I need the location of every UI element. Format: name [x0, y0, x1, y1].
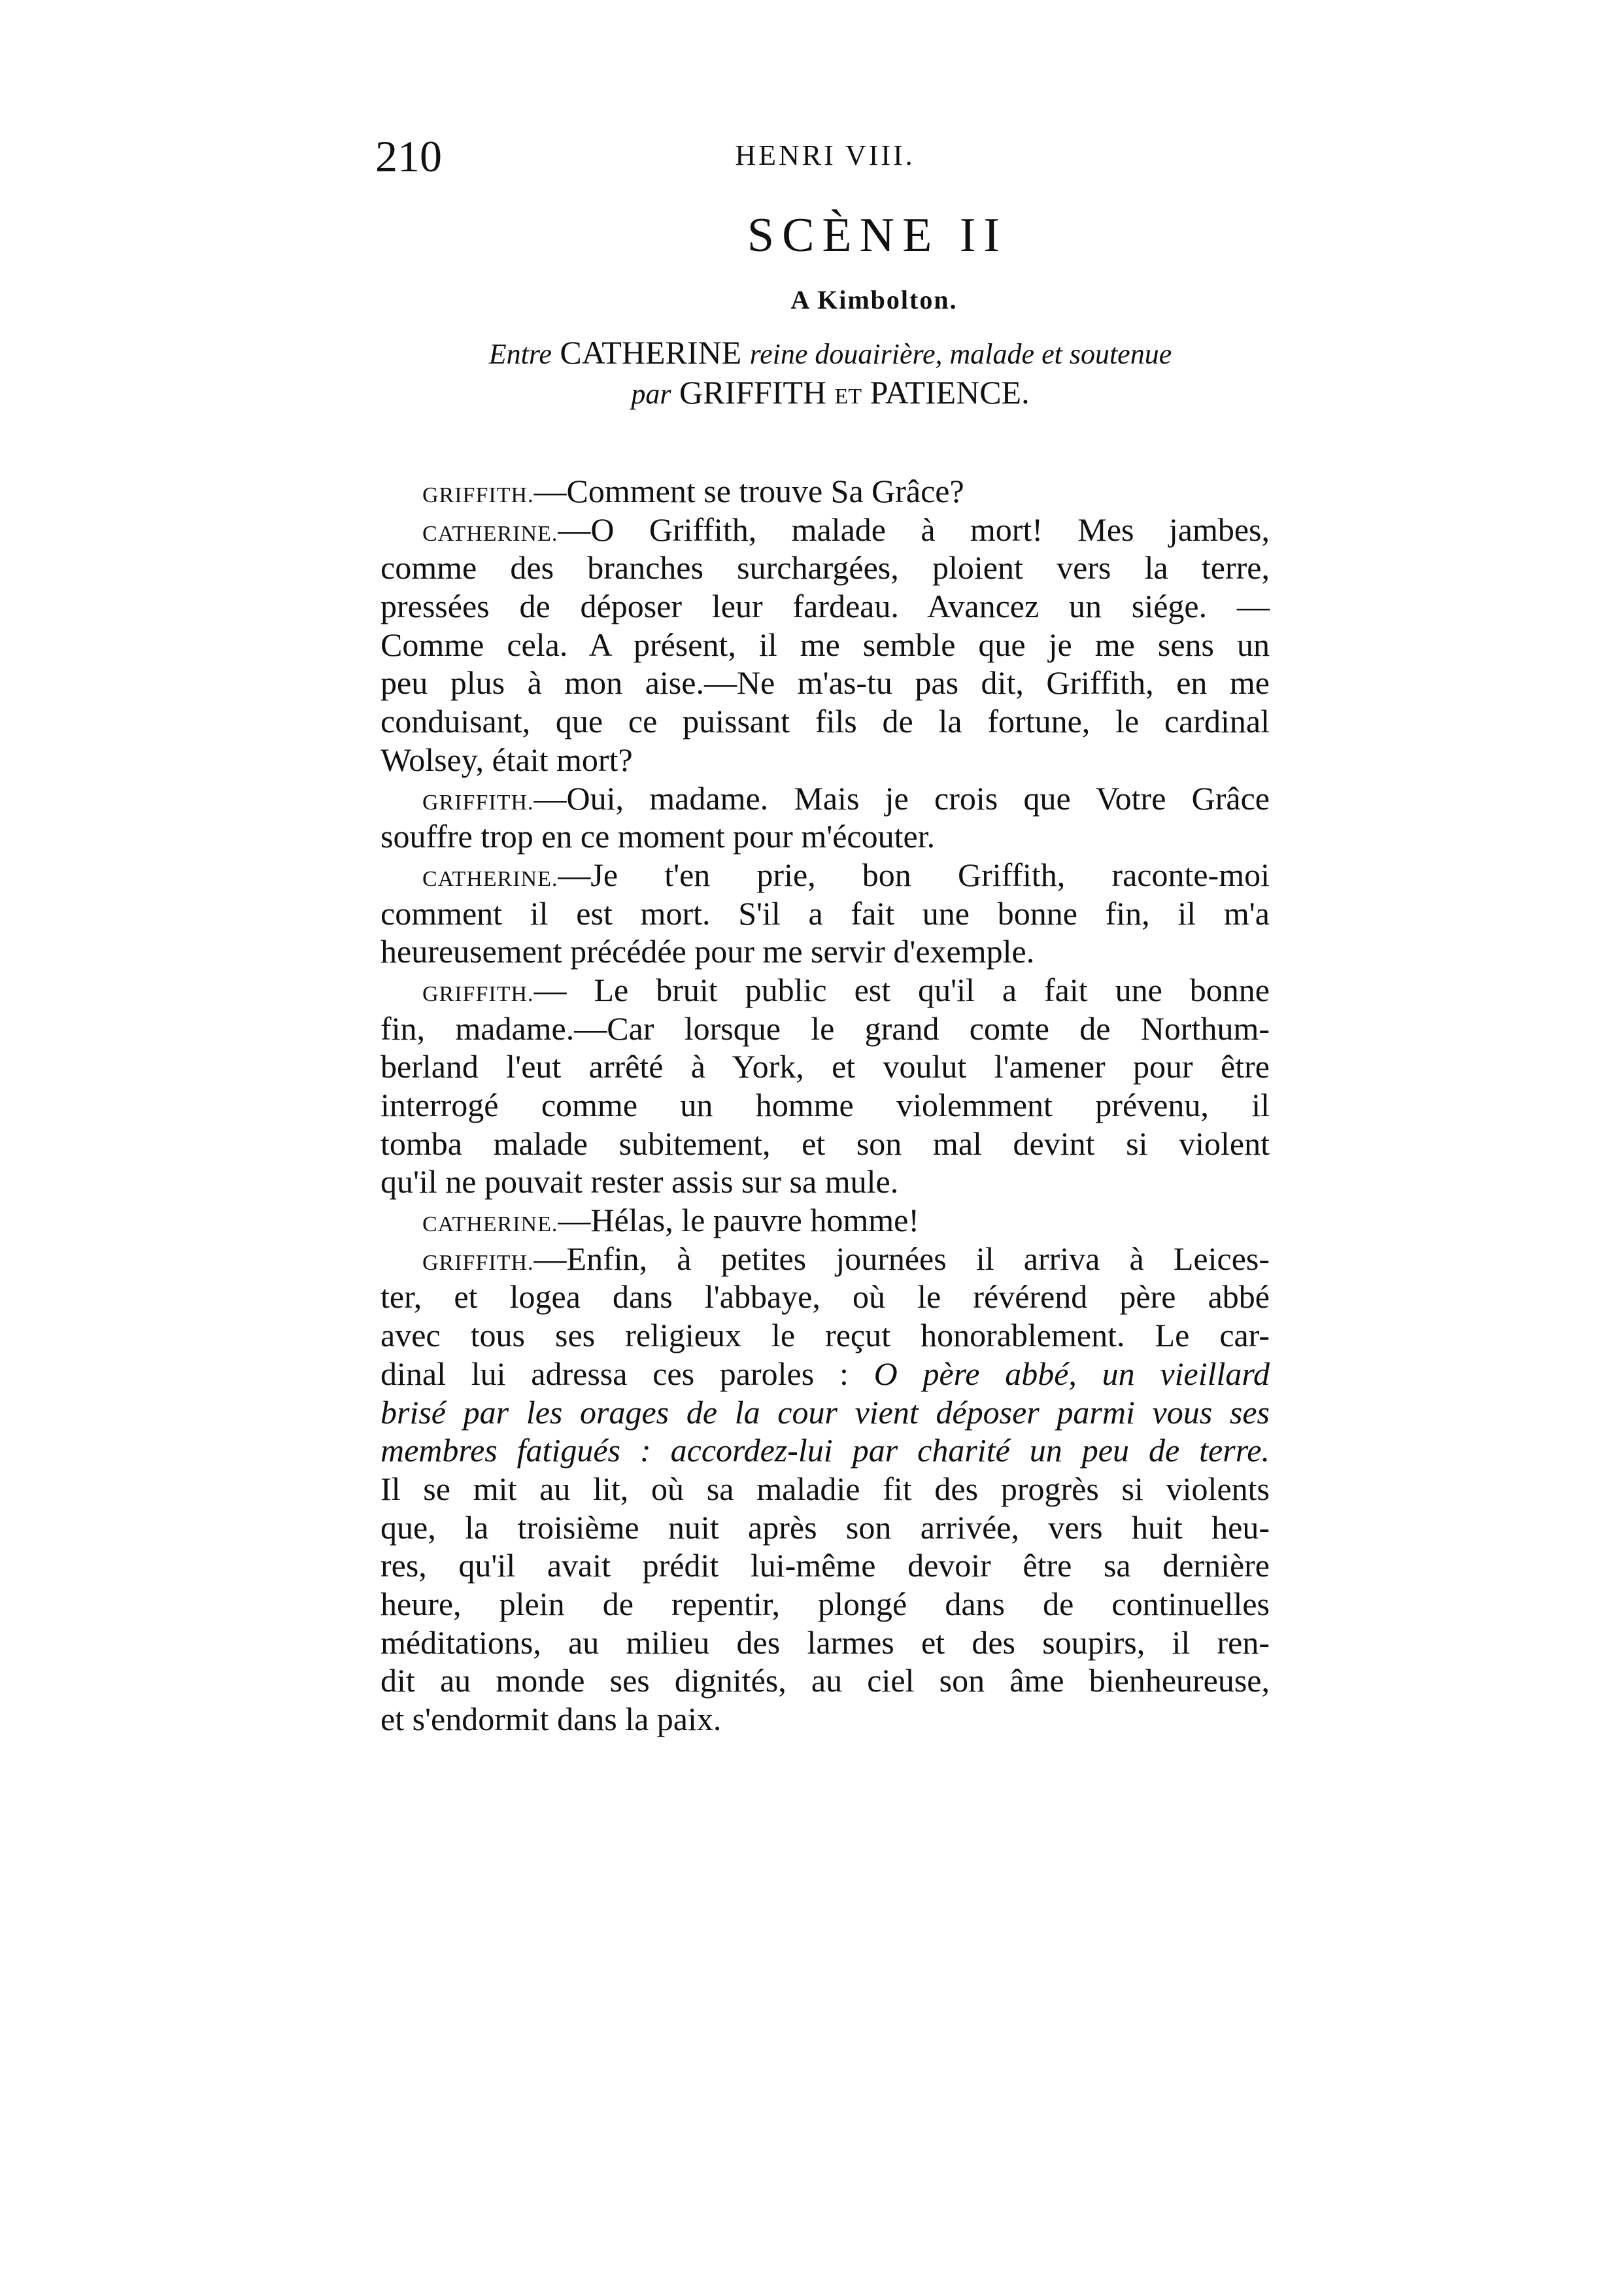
text-line [381, 1125, 1270, 1163]
stage-direction-line-2 [392, 373, 1268, 416]
line-text: res, qu'il avait prédit lui-même devoir être sa dernière [381, 1547, 1270, 1584]
scene-place: A Kimbolton. [790, 285, 958, 314]
stage-et: ET [834, 384, 862, 409]
line-text: berland l'eut arrêté à York, et voulut l'amener pour être [381, 1048, 1270, 1085]
text-line [381, 1470, 1270, 1508]
speaker-name: GRIFFITH. [422, 1250, 534, 1275]
line-text: — Le bruit public est qu'il a fait une bonne [533, 971, 1270, 1008]
text-line [381, 1316, 1270, 1355]
text-line [381, 1700, 1270, 1739]
stage-griffith: GRIFFITH [679, 374, 827, 411]
line-text: dit au monde ses dignités, au ciel son âme bienheureuse, [381, 1662, 1270, 1699]
line-text: souffre trop en ce moment pour m'écouter. [381, 818, 936, 855]
speaker-name: CATHERINE. [422, 866, 558, 891]
speech-start-line [381, 971, 1270, 1010]
line-text: comme des branches surchargées, ploient vers la terre, [381, 549, 1270, 586]
line-text: —Oui, madame. Mais je crois que Votre Grâce [533, 779, 1270, 817]
speech-start-line [381, 472, 1270, 511]
speaker-name: CATHERINE. [422, 1212, 558, 1237]
speech-start-line [381, 1201, 1270, 1240]
speaker-name: GRIFFITH. [422, 981, 534, 1006]
text-line [381, 1010, 1270, 1048]
dialogue-body [381, 472, 1270, 1739]
speaker-name: GRIFFITH. [422, 483, 534, 507]
text-line [381, 1661, 1270, 1700]
text-line [381, 1047, 1270, 1086]
text-line [381, 1508, 1270, 1547]
stage-patience: PATIENCE. [870, 374, 1030, 411]
text-line [381, 817, 1270, 856]
quoted-italic-text: membres fatigués : accordez-lui par charité un peu de terre. [381, 1432, 1270, 1469]
stage-par: par [631, 378, 671, 410]
text-line [381, 741, 1270, 779]
line-text: Wolsey, était mort? [381, 741, 633, 778]
line-text: méditations, au milieu des larmes et des soupirs, il ren- [381, 1624, 1270, 1661]
line-text: conduisant, que ce puissant fils de la fortune, le cardinal [381, 703, 1270, 740]
text-line [381, 549, 1270, 587]
text-line [381, 1278, 1270, 1316]
text-line [381, 664, 1270, 702]
quoted-italic-text: O père abbé, un vieillard [873, 1355, 1270, 1392]
running-title: HENRI VIII. [735, 139, 915, 171]
line-text: peu plus à mon aise.—Ne m'as-tu pas dit, Griffith, en me [381, 664, 1270, 702]
speech-start-line [381, 1240, 1270, 1278]
line-text: —Je t'en prie, bon Griffith, raconte-moi [558, 856, 1270, 893]
line-text: comment il est mort. S'il a fait une bonne fin, il m'a [381, 894, 1270, 932]
stage-description: reine douairière, malade et soutenue [749, 338, 1172, 370]
text-line [381, 1393, 1270, 1432]
text-line [381, 932, 1270, 971]
line-text: —Comment se trouve Sa Grâce? [533, 473, 964, 509]
quoted-italic-text: brisé par les orages de la cour vient déposer parmi vous ses [381, 1393, 1270, 1431]
text-line [381, 1431, 1270, 1470]
text-line [381, 626, 1270, 664]
line-text: heureusement précédée pour me servir d'exemple. [381, 933, 1035, 970]
text-line [381, 1086, 1270, 1125]
page-number: 210 [375, 131, 442, 181]
stage-catherine: CATHERINE [560, 334, 742, 371]
scene-title: SCÈNE II [747, 209, 1008, 262]
line-text: tomba malade subitement, et son mal devint si violent [381, 1125, 1270, 1162]
line-text: Comme cela. A présent, il me semble que je me sens un [381, 626, 1270, 663]
line-text: dinal lui adressa ces paroles : [381, 1355, 874, 1392]
line-text: —O Griffith, malade à mort! Mes jambes, [558, 511, 1270, 548]
line-text: —Enfin, à petites journées il arriva à Leices- [533, 1240, 1270, 1277]
line-text: et s'endormit dans la paix. [381, 1701, 722, 1737]
line-text: qu'il ne pouvait rester assis sur sa mule. [381, 1163, 899, 1200]
line-text: fin, madame.—Car lorsque le grand comte de Northum- [381, 1010, 1270, 1047]
stage-direction [392, 333, 1268, 416]
speaker-name: CATHERINE. [422, 521, 558, 546]
line-text: —Hélas, le pauvre homme! [558, 1202, 919, 1239]
text-line [381, 1585, 1270, 1624]
speech-start-line [381, 511, 1270, 549]
line-text: heure, plein de repentir, plongé dans de continuelles [381, 1585, 1270, 1622]
text-line [381, 1624, 1270, 1662]
line-text: ter, et logea dans l'abbaye, où le révérend père abbé [381, 1278, 1270, 1316]
line-text: avec tous ses religieux le reçut honorablement. Le car- [381, 1317, 1270, 1354]
speech-start-line [381, 856, 1270, 894]
text-line [381, 587, 1270, 626]
line-text: que, la troisième nuit après son arrivée, vers huit heu- [381, 1508, 1270, 1546]
text-line [381, 1355, 1270, 1393]
stage-entre: Entre [488, 338, 552, 370]
line-text: interrogé comme un homme violemment prévenu, il [381, 1087, 1270, 1123]
text-line [381, 1546, 1270, 1585]
line-text: Il se mit au lit, où sa maladie fit des progrès si violents [381, 1470, 1270, 1507]
text-line [381, 1163, 1270, 1201]
line-text: pressées de déposer leur fardeau. Avancez un siége. — [381, 588, 1270, 625]
text-line [381, 894, 1270, 933]
text-line [381, 702, 1270, 741]
stage-direction-line-1 [392, 333, 1268, 373]
speaker-name: GRIFFITH. [422, 790, 534, 815]
speech-start-line [381, 779, 1270, 818]
